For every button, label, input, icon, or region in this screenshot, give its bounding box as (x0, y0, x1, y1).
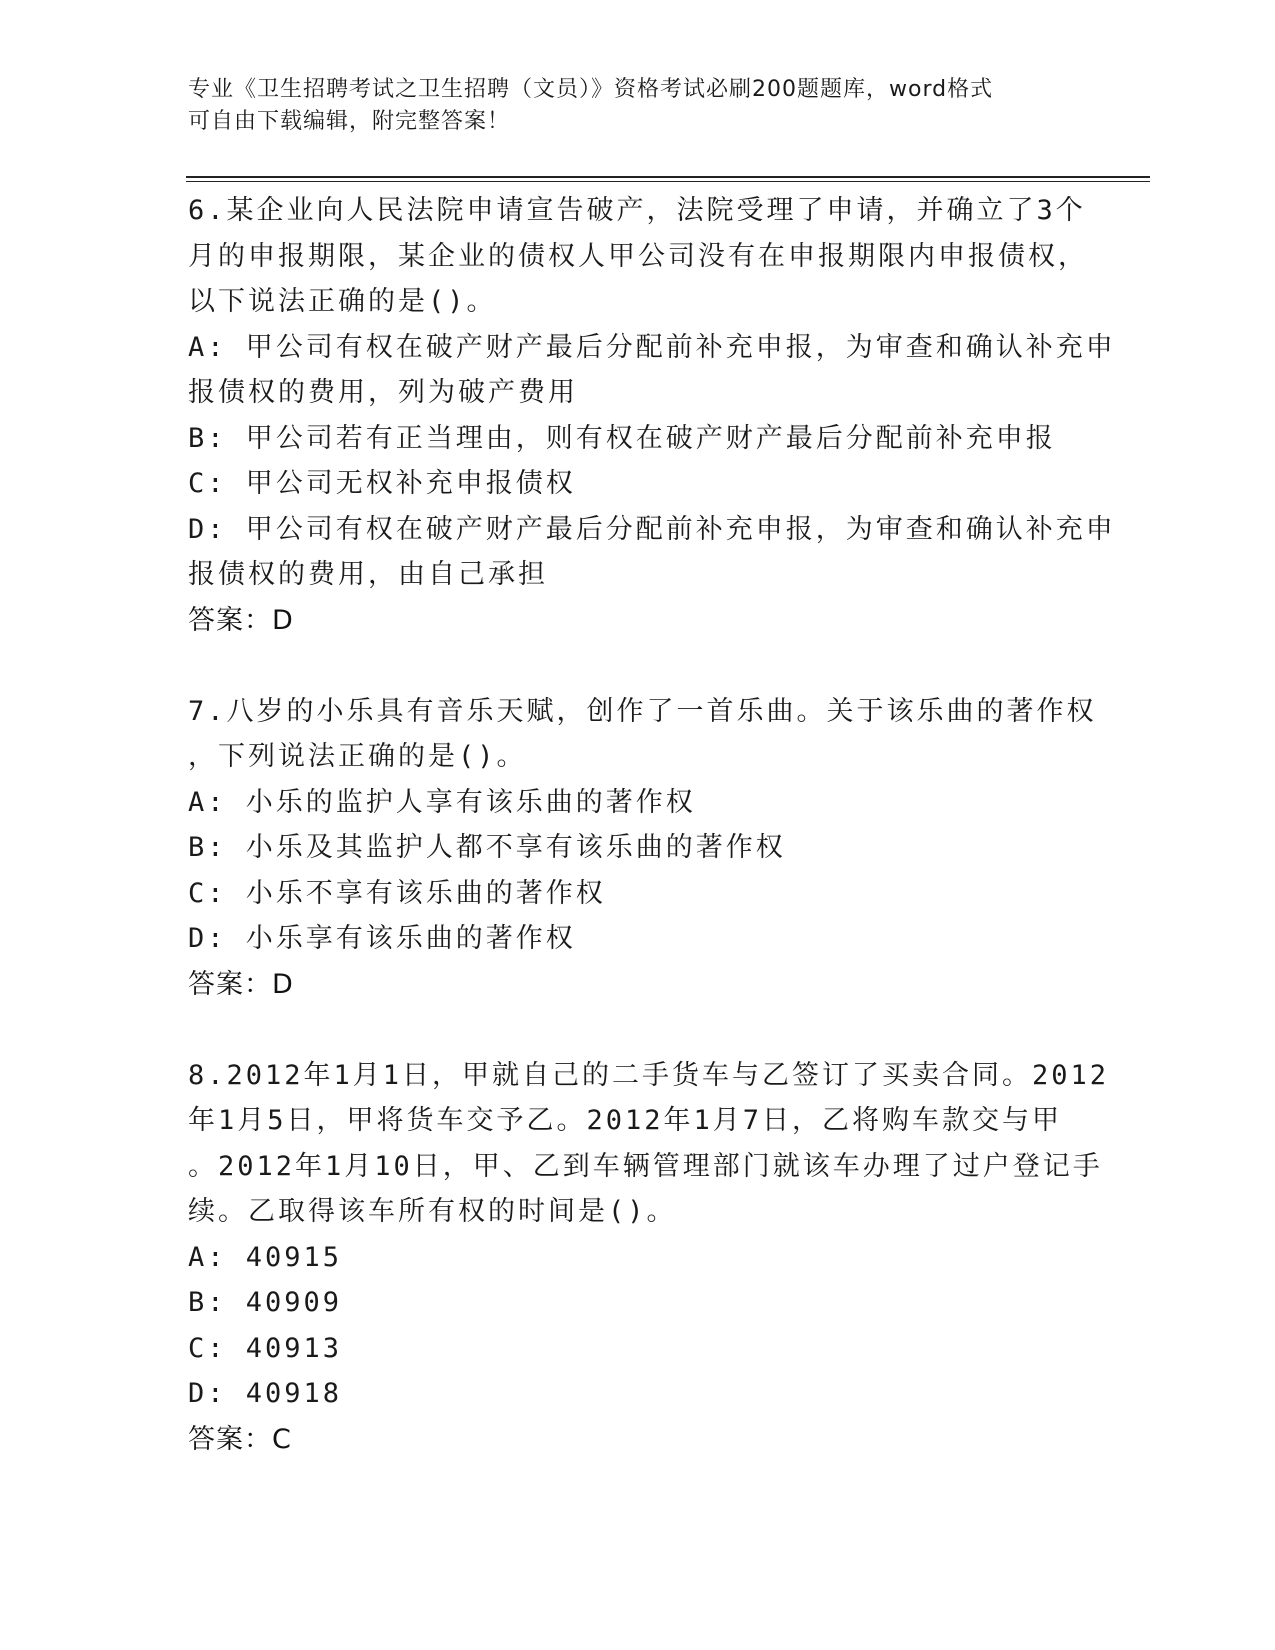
option-a-continued: 报债权的费用，列为破产费用 (188, 377, 578, 408)
question-text: 年1月5日，甲将货车交予乙。2012年1月7日，乙将购车款交与甲 (188, 1105, 1063, 1136)
option-b: B: 甲公司若有正当理由，则有权在破产财产最后分配前补充申报 (188, 422, 1056, 454)
question-text: 以下说法正确的是()。 (188, 286, 497, 317)
question-text: 6.某企业向人民法院申请宣告破产，法院受理了申请，并确立了3个 (188, 195, 1086, 226)
option-a: A: 小乐的监护人享有该乐曲的著作权 (188, 786, 696, 818)
question-item (188, 1053, 1110, 1463)
header-divider (186, 176, 1150, 178)
header-line: 可自由下载编辑，附完整答案！ (188, 109, 511, 134)
header-line: 专业《卫生招聘考试之卫生招聘（文员）》资格考试必刷200题题库，word格式 (188, 77, 994, 102)
option-c: C: 甲公司无权补充申报债权 (188, 468, 576, 499)
document-header (188, 74, 1068, 138)
question-item (188, 188, 1116, 643)
option-d-continued: 报债权的费用，由自己承担 (188, 559, 548, 590)
question-text: 月的申报期限，某企业的债权人甲公司没有在申报期限内申报债权， (188, 240, 1088, 272)
option-b: B: 40909 (188, 1287, 343, 1318)
answer-label: 答案：C (188, 1423, 292, 1455)
question-text: 8.2012年1月1日，甲就自己的二手货车与乙签订了买卖合同。2012 (188, 1059, 1110, 1091)
option-d: D: 40918 (188, 1378, 343, 1409)
question-text: 续。乙取得该车所有权的时间是()。 (188, 1196, 677, 1227)
question-item (188, 689, 1097, 1008)
question-text: 7.八岁的小乐具有音乐天赋，创作了一首乐曲。关于该乐曲的著作权 (188, 695, 1097, 727)
spacer (188, 643, 1088, 689)
spacer (188, 1007, 1088, 1053)
question-text: ，下列说法正确的是()。 (188, 741, 527, 772)
answer-label: 答案：D (188, 968, 294, 1000)
option-c: C: 40913 (188, 1332, 343, 1364)
question-list (188, 188, 1116, 1462)
option-a: A: 40915 (188, 1241, 343, 1273)
answer-label: 答案：D (188, 604, 294, 636)
question-text: 。2012年1月10日，甲、乙到车辆管理部门就该车办理了过户登记手 (188, 1150, 1103, 1182)
option-b: B: 小乐及其监护人都不享有该乐曲的著作权 (188, 832, 786, 863)
option-c: C: 小乐不享有该乐曲的著作权 (188, 877, 606, 909)
option-d: D: 甲公司有权在破产财产最后分配前补充申报，为审查和确认补充申 (188, 513, 1116, 545)
option-d: D: 小乐享有该乐曲的著作权 (188, 923, 576, 954)
header-divider-thin (186, 181, 1150, 182)
option-a: A: 甲公司有权在破产财产最后分配前补充申报，为审查和确认补充申 (188, 331, 1116, 363)
